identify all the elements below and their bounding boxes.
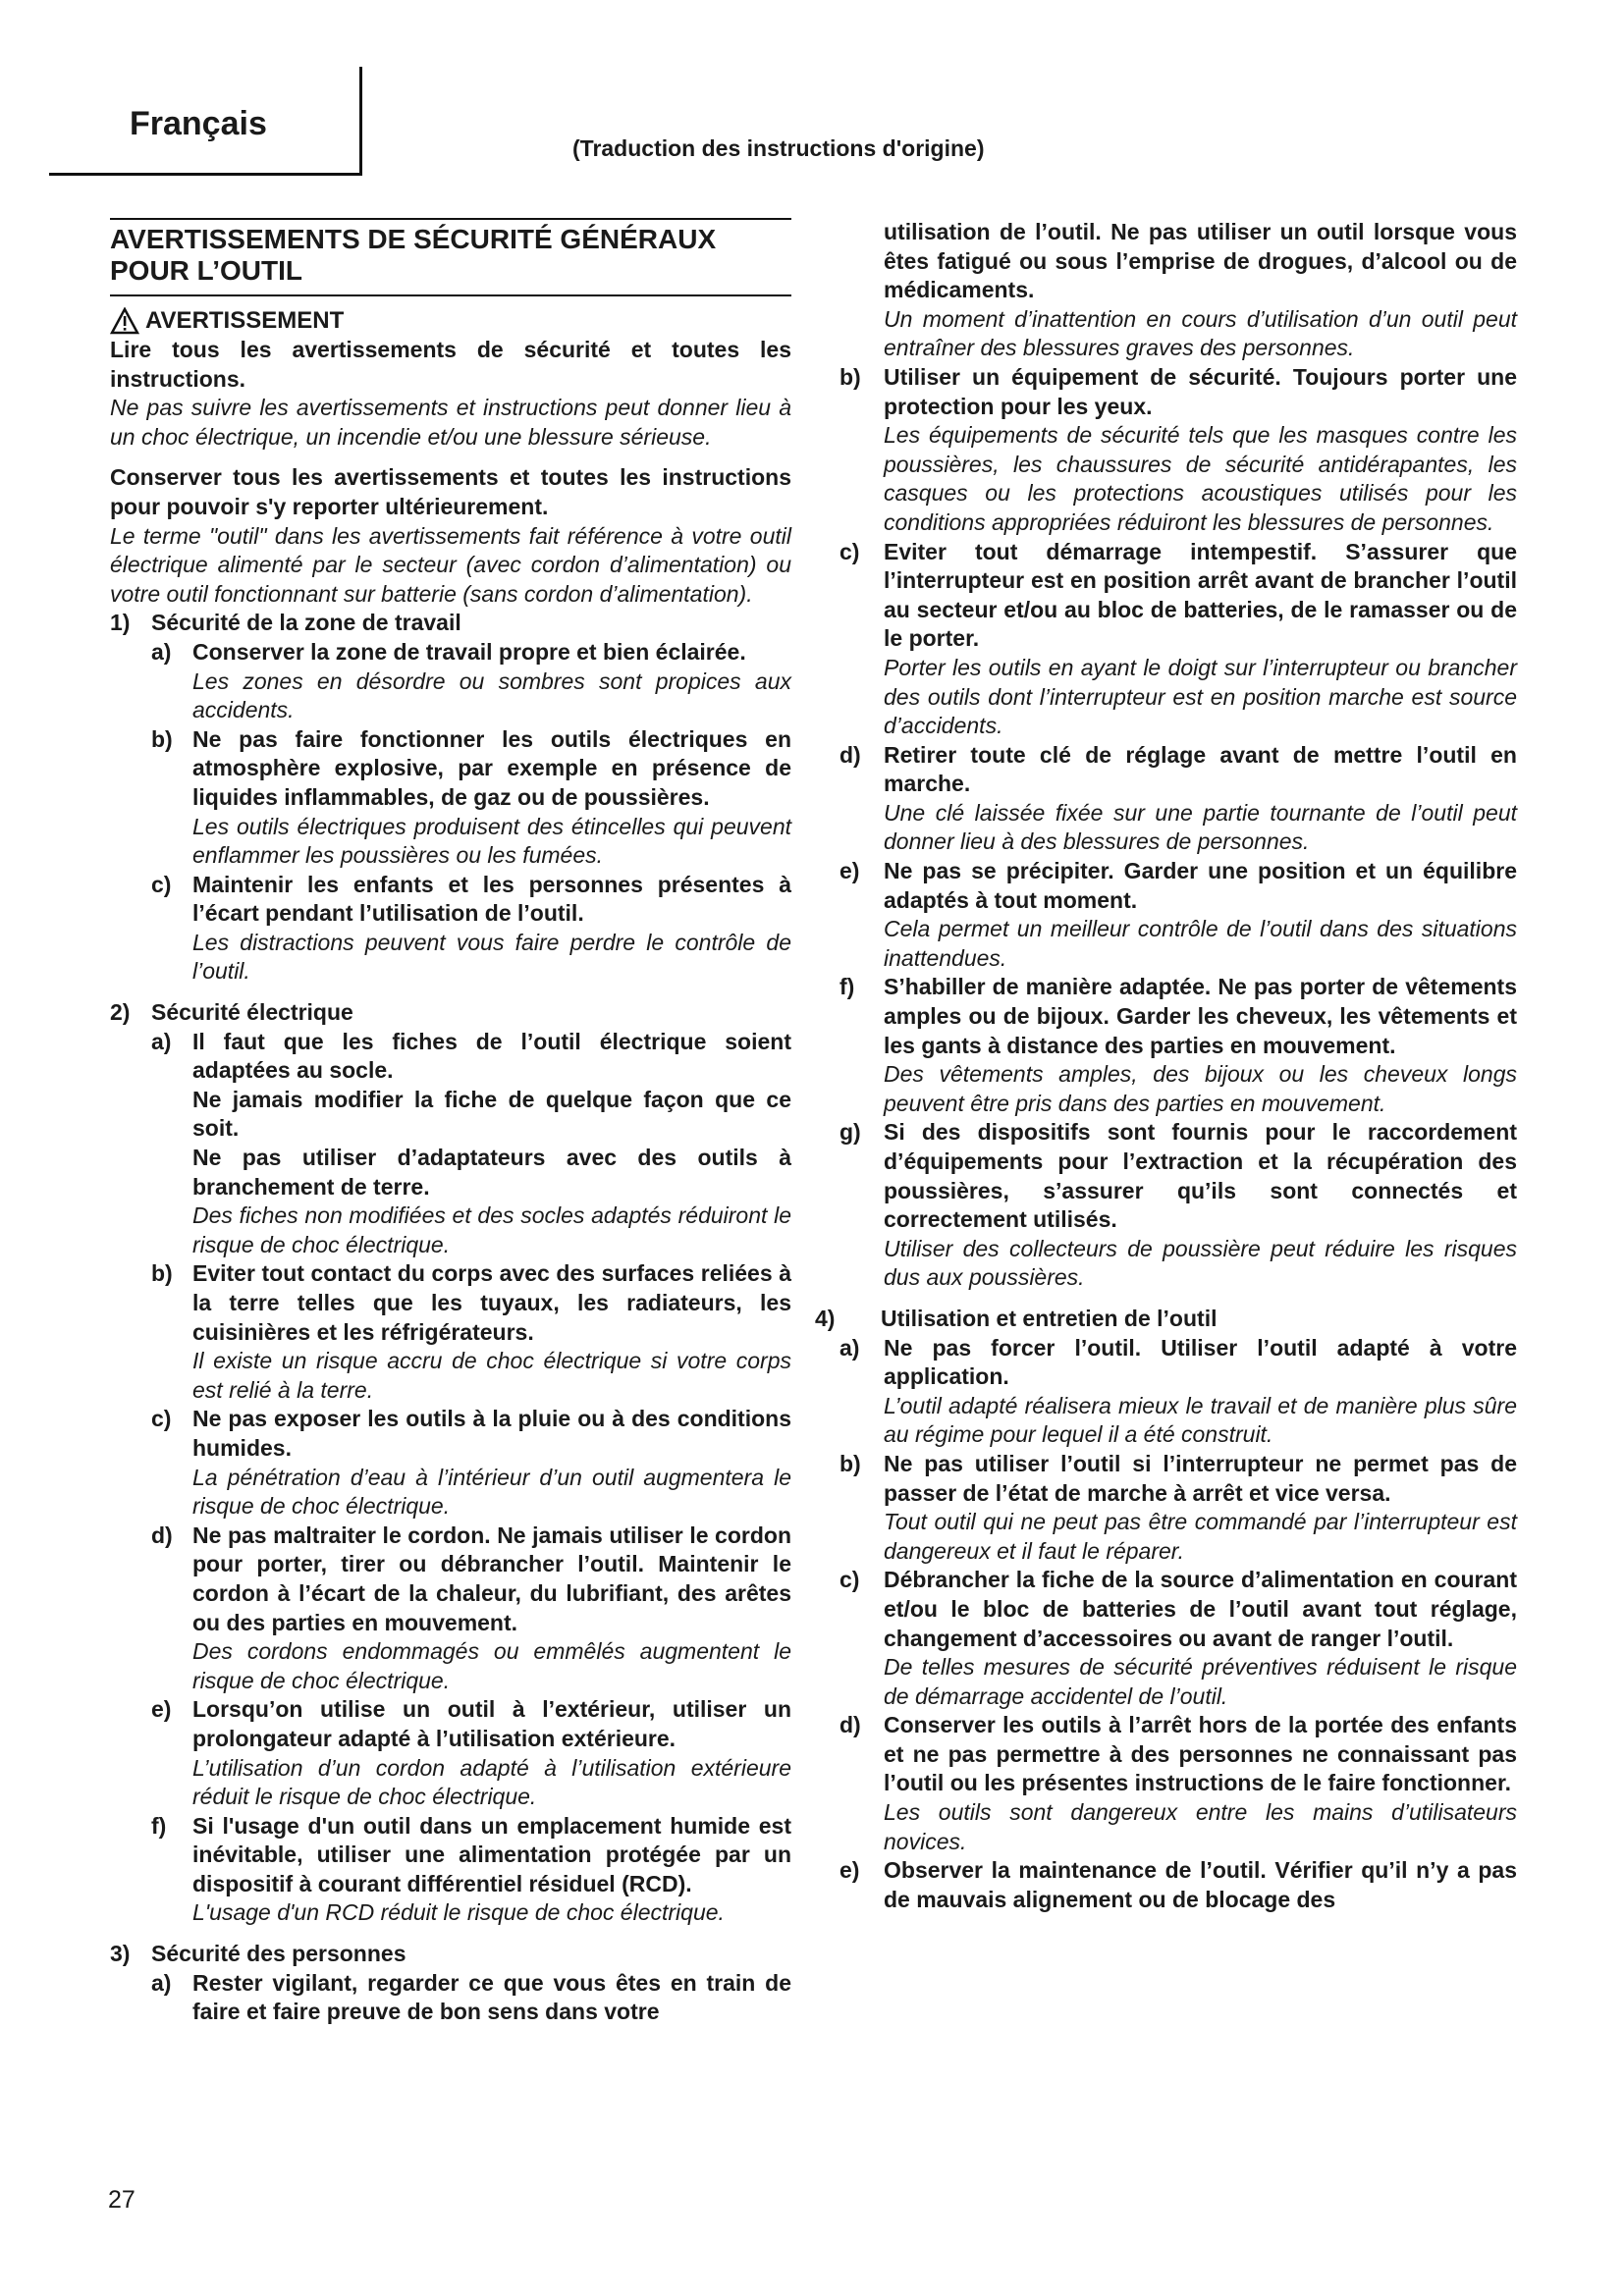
- s3-a-marker: a): [151, 1969, 172, 1996]
- s3-e-italic: Cela permet un meilleur contrôle de l’outil dans des situations inattendues.: [884, 916, 1517, 971]
- s3-a-bold-right: utilisation de l’outil. Ne pas utiliser un outil lorsque vous êtes fatigué ou sous l’emprise de drogues, d’alcool ou de médicaments.: [884, 219, 1517, 303]
- s2-f-marker: f): [151, 1812, 167, 1839]
- s3-item-a-start: [110, 1969, 791, 2027]
- s3-c-italic: Porter les outils en ayant le doigt sur l’interrupteur ou brancher des outils dont l’interrupteur est en position marche est source d’accidents.: [884, 654, 1517, 739]
- s3-f-italic: Des vêtements amples, des bijoux ou les cheveux longs peuvent être pris dans des parties en mouvement.: [884, 1061, 1517, 1116]
- s3-e-marker: e): [839, 858, 860, 884]
- s2-item-d: [110, 1522, 791, 1696]
- s1-b-italic: Les outils électriques produisent des étincelles qui peuvent enflammer les poussières ou les fumées.: [192, 813, 791, 869]
- s4-item-b: [839, 1450, 1517, 1566]
- s2-d-bold: Ne pas maltraiter le cordon. Ne jamais utiliser le cordon pour porter, tirer ou débrancher l’outil. Maintenir le cordon à l’écart de la chaleur, du lubrifiant, des arêtes ou des parties en mouvement.: [192, 1522, 791, 1635]
- s2-a-italic: Des fiches non modifiées et des socles adaptés réduiront le risque de choc électrique.: [192, 1202, 791, 1257]
- s1-item-c: [110, 871, 791, 987]
- intro-italic: Ne pas suivre les avertissements et instructions peut donner lieu à un choc électrique, un incendie et/ou une blessure sérieuse.: [110, 395, 791, 450]
- language-label: Français: [130, 105, 267, 142]
- s2-d-marker: d): [151, 1522, 173, 1548]
- s3-f-marker: f): [839, 974, 855, 1000]
- s1-c-italic: Les distractions peuvent vous faire perdre le contrôle de l’outil.: [192, 929, 791, 985]
- s1-b-marker: b): [151, 725, 173, 752]
- title-bottom-rule: [110, 294, 791, 296]
- keep-italic: Le terme "outil" dans les avertissements fait référence à votre outil électrique alimenté par le secteur (avec cordon d’alimentation) ou votre outil fonctionnant sur batterie (sans cordon d’alimentation).: [110, 522, 791, 607]
- s4-heading: [815, 1305, 1517, 1334]
- s3-c-bold: Eviter tout démarrage intempestif. S’assurer que l’interrupteur est en position arrêt avant de brancher l’outil au secteur et/ou au bloc de batteries, de le ramasser ou de le porter.: [884, 538, 1517, 652]
- s4-item-e: [839, 1856, 1517, 1914]
- s3-e-bold: Ne pas se précipiter. Garder une position et un équilibre adaptés à tout moment.: [884, 858, 1517, 913]
- s4-d-marker: d): [839, 1712, 861, 1738]
- s1-item-a: [110, 638, 791, 725]
- s1-a-marker: a): [151, 638, 172, 665]
- s2-b-italic: Il existe un risque accru de choc électrique si votre corps est relié à la terre.: [192, 1348, 791, 1403]
- s3-d-bold: Retirer toute clé de réglage avant de mettre l’outil en marche.: [884, 741, 1517, 797]
- s3-item-a-continued: [839, 218, 1517, 363]
- s4-a-italic: L’outil adapté réalisera mieux le travail et de manière plus sûre au régime pour lequel il a été construit.: [884, 1392, 1517, 1448]
- s3-item-b: [839, 363, 1517, 538]
- section-title: [110, 224, 791, 287]
- s2-f-bold: Si l'usage d'un outil dans un emplacement humide est inévitable, utiliser une alimentation protégée par un dispositif à courant différentiel résiduel (RCD).: [192, 1812, 791, 1896]
- s2-d-italic: Des cordons endommagés ou emmêlés augmentent le risque de choc électrique.: [192, 1638, 791, 1693]
- s2-item-b: [110, 1259, 791, 1405]
- s3-b-bold: Utiliser un équipement de sécurité. Toujours porter une protection pour les yeux.: [884, 363, 1517, 419]
- s2-b-bold: Eviter tout contact du corps avec des surfaces reliées à la terre telles que les tuyaux, les radiateurs, les cuisinières et les réfrigérateurs.: [192, 1260, 791, 1345]
- language-tab: [49, 67, 361, 175]
- s2-item-f: [110, 1812, 791, 1928]
- page-number: 27: [108, 2186, 135, 2214]
- s4-d-italic: Les outils sont dangereux entre les mains d’utilisateurs novices.: [884, 1799, 1517, 1854]
- s4-d-bold: Conserver les outils à l’arrêt hors de la portée des enfants et ne pas permettre à des personnes ne connaissant pas l’outil ou les présentes instructions de le faire fonctionner.: [884, 1712, 1517, 1796]
- s4-b-bold: Ne pas utiliser l’outil si l’interrupteur ne permet pas de passer de l’état de marche à arrêt et vice versa.: [884, 1450, 1517, 1506]
- warning-triangle-icon: [110, 307, 139, 335]
- s3-item-g: [839, 1118, 1517, 1293]
- s2-title: Sécurité électrique: [151, 999, 353, 1026]
- s3-item-c: [839, 538, 1517, 741]
- s2-a-bold-3: Ne pas utiliser d’adaptateurs avec des outils à branchement de terre.: [192, 1145, 791, 1200]
- s4-c-italic: De telles mesures de sécurité préventives réduisent le risque de démarrage accidentel de l’outil.: [884, 1654, 1517, 1709]
- s3-a-italic: Un moment d’inattention en cours d’utilisation d’un outil peut entraîner des blessures graves des personnes.: [884, 305, 1517, 361]
- s3-g-bold: Si des dispositifs sont fournis pour le raccordement d’équipements pour l’extraction et la récupération des poussières, s’assurer qu’ils sont connectés et correctement utilisés.: [884, 1119, 1517, 1233]
- s2-f-italic: L'usage d'un RCD réduit le risque de choc électrique.: [192, 1899, 725, 1926]
- s3-heading: [110, 1940, 791, 1969]
- s3-g-italic: Utiliser des collecteurs de poussière peut réduire les risques dus aux poussières.: [884, 1235, 1517, 1291]
- s3-item-f: [839, 973, 1517, 1118]
- warning-heading: [110, 306, 791, 336]
- s2-a-bold-1: Il faut que les fiches de l’outil électrique soient adaptées au socle.: [192, 1028, 791, 1084]
- s1-a-italic: Les zones en désordre ou sombres sont propices aux accidents.: [192, 667, 791, 723]
- s2-number: 2): [110, 999, 131, 1026]
- warning-label: AVERTISSEMENT: [145, 307, 345, 334]
- s3-number: 3): [110, 1941, 131, 1967]
- s2-item-a: [110, 1028, 791, 1260]
- s3-d-marker: d): [839, 741, 861, 768]
- s4-title: Utilisation et entretien de l’outil: [881, 1305, 1218, 1331]
- section-title-line1: AVERTISSEMENTS DE SÉCURITÉ GÉNÉRAUX: [110, 224, 717, 254]
- tab-horizontal-rule: [49, 173, 362, 176]
- s1-a-bold: Conserver la zone de travail propre et bien éclairée.: [192, 638, 746, 665]
- s4-b-italic: Tout outil qui ne peut pas être commandé par l’interrupteur est dangereux et il faut le réparer.: [884, 1509, 1517, 1564]
- s2-c-marker: c): [151, 1406, 172, 1432]
- s3-g-marker: g): [839, 1119, 861, 1146]
- s4-e-bold: Observer la maintenance de l’outil. Vérifier qu’il n’y a pas de mauvais alignement ou de blocage des: [884, 1857, 1517, 1912]
- s2-e-italic: L’utilisation d’un cordon adapté à l’utilisation extérieure réduit le risque de choc électrique.: [192, 1754, 791, 1810]
- s2-b-marker: b): [151, 1260, 173, 1287]
- s2-e-bold: Lorsqu’on utilise un outil à l’extérieur, utiliser un prolongateur adapté à l’utilisation extérieure.: [192, 1696, 791, 1751]
- s1-item-b: [110, 725, 791, 871]
- s1-title: Sécurité de la zone de travail: [151, 610, 461, 636]
- s4-item-d: [839, 1711, 1517, 1856]
- s1-c-bold: Maintenir les enfants et les personnes présentes à l’écart pendant l’utilisation de l’outil.: [192, 871, 791, 927]
- s1-number: 1): [110, 610, 131, 636]
- s2-a-marker: a): [151, 1028, 172, 1054]
- s2-c-bold: Ne pas exposer les outils à la pluie ou à des conditions humides.: [192, 1406, 791, 1461]
- s2-heading: [110, 998, 791, 1028]
- s3-d-italic: Une clé laissée fixée sur une partie tournante de l’outil peut donner lieu à des blessures de personnes.: [884, 799, 1517, 855]
- s4-a-marker: a): [839, 1334, 860, 1361]
- keep-bold: Conserver tous les avertissements et toutes les instructions pour pouvoir s'y reporter ultérieurement.: [110, 464, 791, 519]
- s2-item-c: [110, 1405, 791, 1521]
- s4-b-marker: b): [839, 1450, 861, 1476]
- translation-subtitle: (Traduction des instructions d'origine): [572, 135, 985, 161]
- section-title-line2: POUR L’OUTIL: [110, 255, 302, 286]
- s3-b-marker: b): [839, 363, 861, 390]
- s1-b-bold: Ne pas faire fonctionner les outils électriques en atmosphère explosive, par exemple en présence de liquides inflammables, de gaz ou de poussières.: [192, 725, 791, 810]
- s3-a-bold-left: Rester vigilant, regarder ce que vous êtes en train de faire et faire preuve de bon sens dans votre: [192, 1969, 791, 2025]
- s4-c-bold: Débrancher la fiche de la source d’alimentation en courant et/ou le bloc de batteries de l’outil avant tout réglage, changement d’accessoires ou avant de ranger l’outil.: [884, 1567, 1517, 1651]
- s3-b-italic: Les équipements de sécurité tels que les masques contre les poussières, les chaussures de sécurité antidérapantes, les casques ou les protections acoustiques utilisés pour les conditions appropriées réduiront les blessures de personnes.: [884, 422, 1517, 535]
- left-column: [110, 218, 791, 2027]
- s3-title: Sécurité des personnes: [151, 1941, 406, 1967]
- s3-item-d: [839, 741, 1517, 857]
- s2-item-e: [110, 1695, 791, 1811]
- s4-number: 4): [815, 1305, 836, 1331]
- s3-f-bold: S’habiller de manière adaptée. Ne pas porter de vêtements amples ou de bijoux. Garder les cheveux, les vêtements et les gants à distance des parties en mouvement.: [884, 974, 1517, 1058]
- s2-a-bold-2: Ne jamais modifier la fiche de quelque façon que ce soit.: [192, 1086, 791, 1142]
- right-column: [815, 218, 1517, 1914]
- s1-c-marker: c): [151, 871, 172, 897]
- s3-item-e: [839, 857, 1517, 973]
- s2-e-marker: e): [151, 1696, 172, 1723]
- s4-item-a: [839, 1334, 1517, 1450]
- tab-vertical-rule: [359, 67, 362, 175]
- title-top-rule: [110, 218, 791, 220]
- s4-a-bold: Ne pas forcer l’outil. Utiliser l’outil adapté à votre application.: [884, 1334, 1517, 1390]
- intro-bold: Lire tous les avertissements de sécurité et toutes les instructions.: [110, 337, 791, 392]
- s1-heading: [110, 609, 791, 638]
- s4-c-marker: c): [839, 1567, 860, 1593]
- s4-item-c: [839, 1566, 1517, 1711]
- s3-c-marker: c): [839, 538, 860, 564]
- s4-e-marker: e): [839, 1857, 860, 1884]
- s2-c-italic: La pénétration d’eau à l’intérieur d’un outil augmentera le risque de choc électrique.: [192, 1464, 791, 1520]
